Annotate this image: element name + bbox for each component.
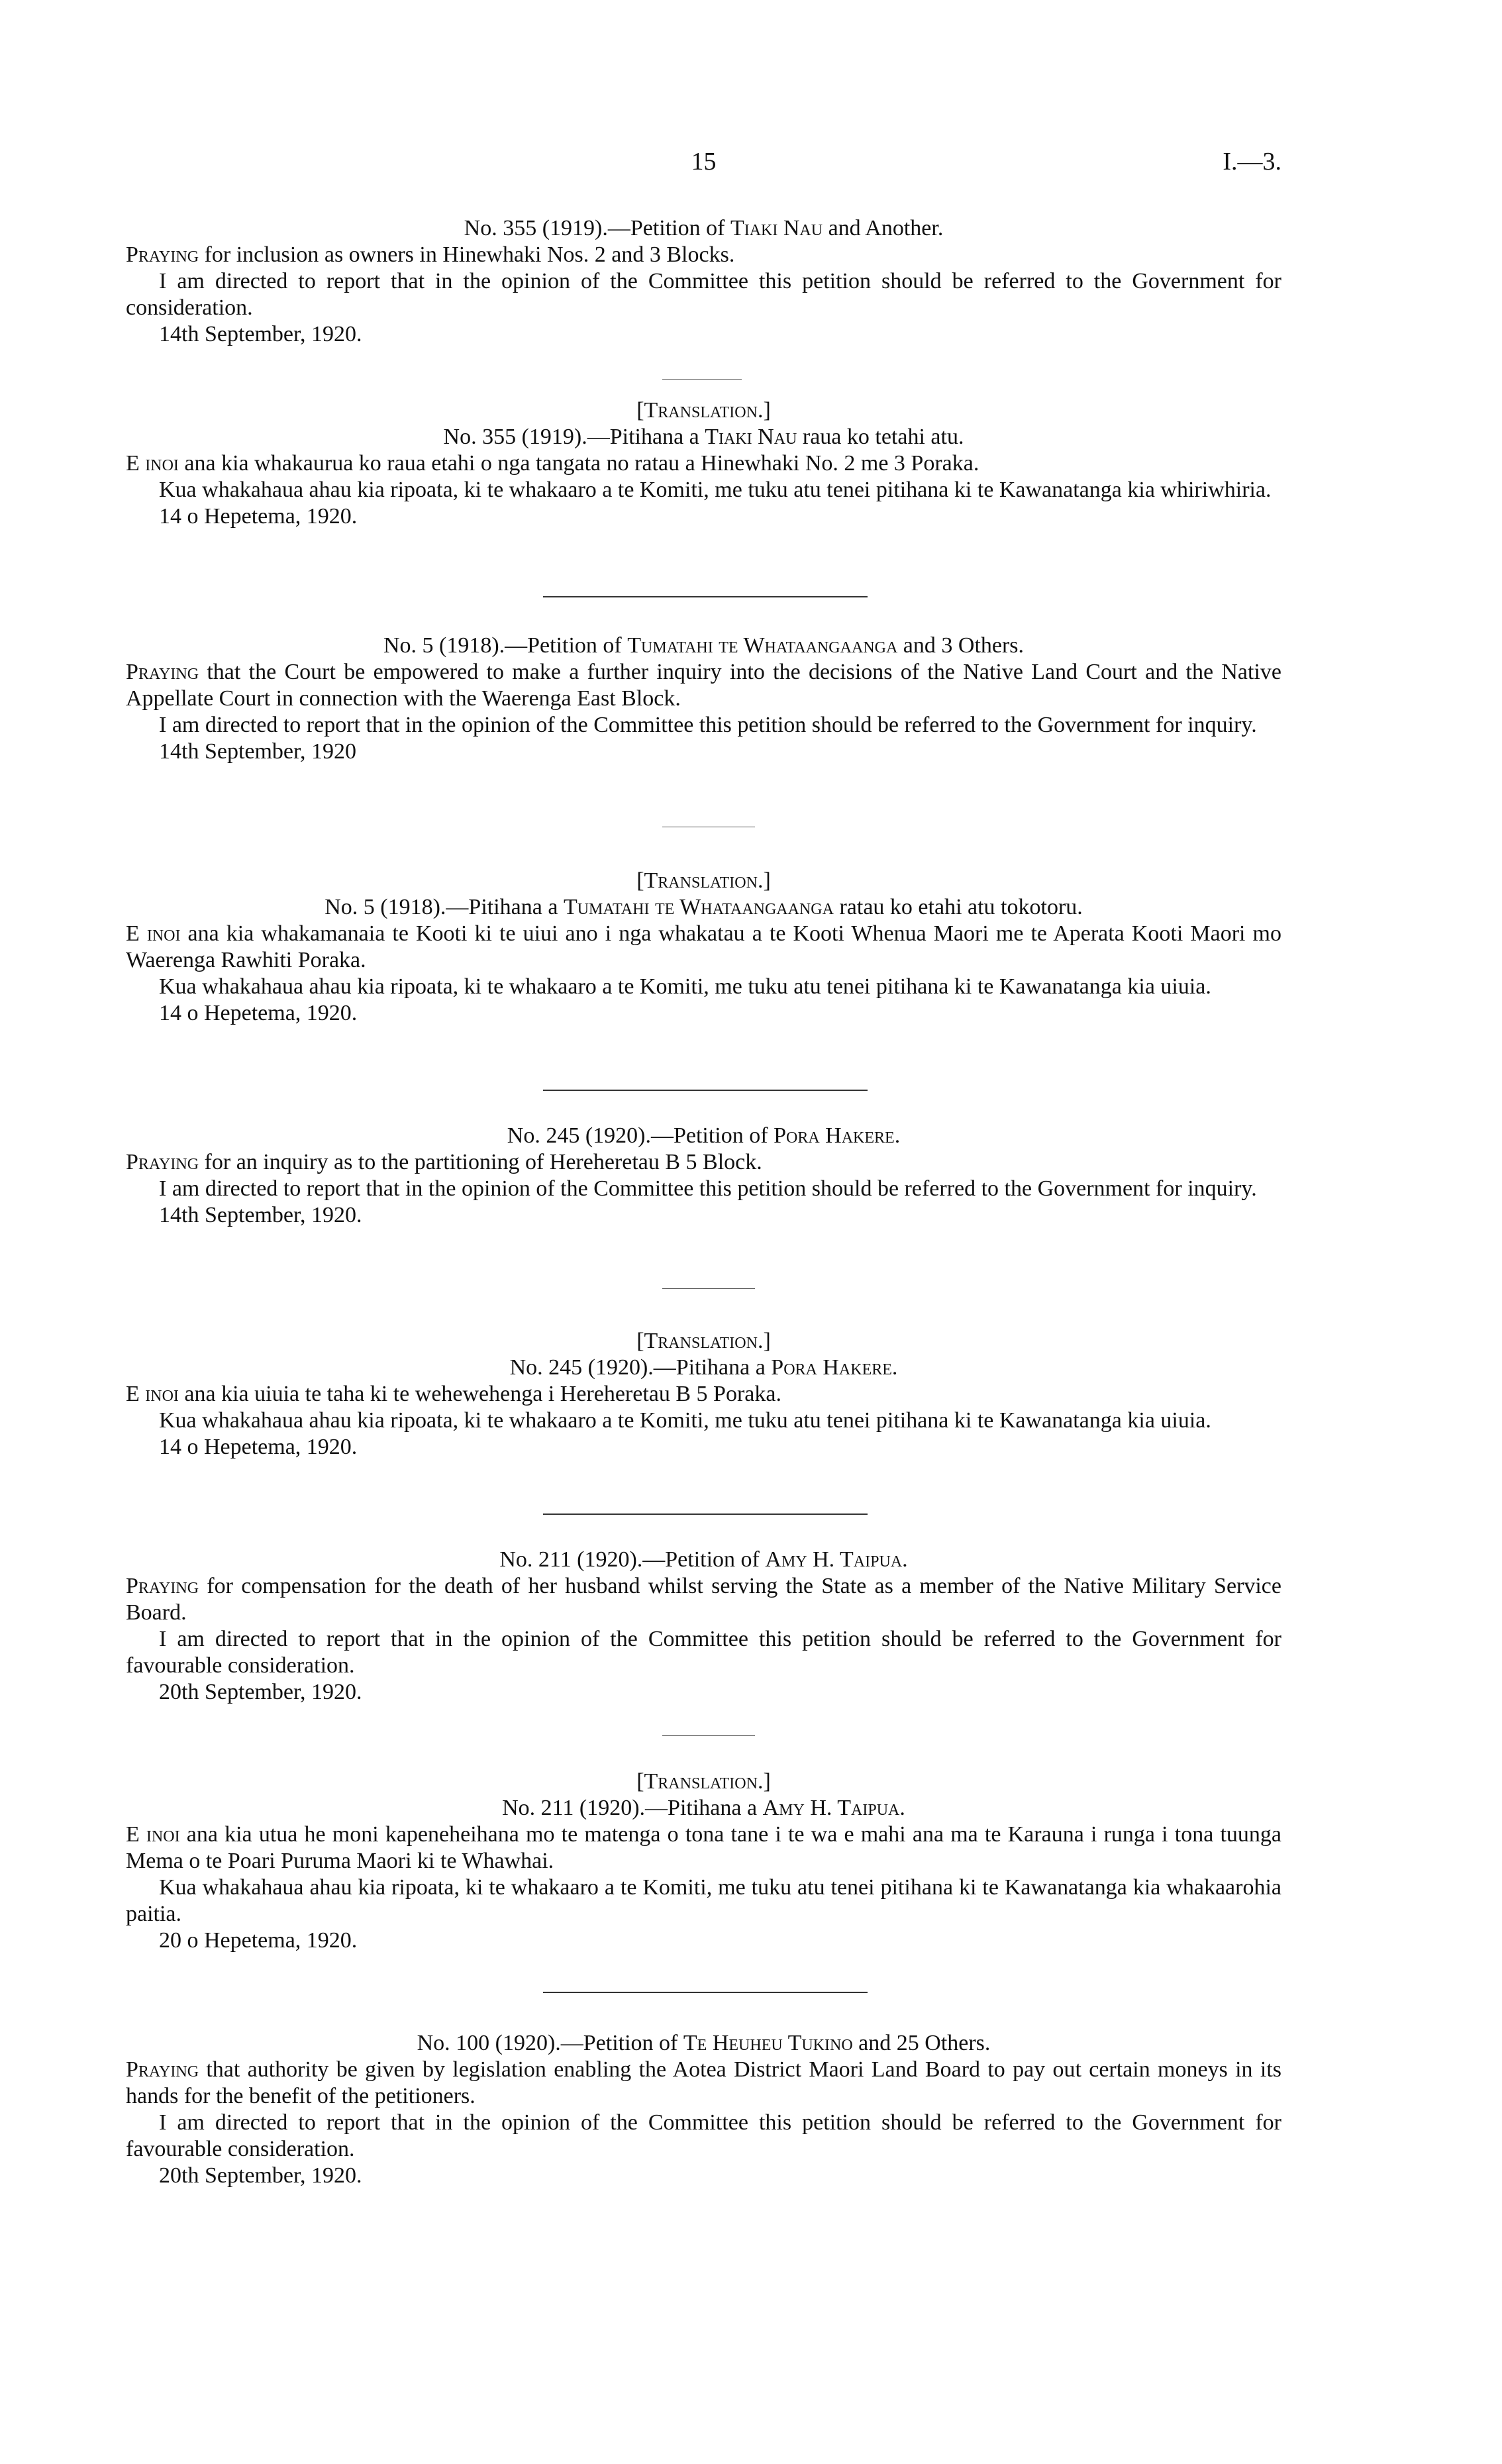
short-divider [662, 1288, 755, 1289]
praying-lead: Praying [126, 660, 199, 684]
petition-date: 14 o Hepetema, 1920. [159, 1435, 358, 1459]
title-suffix: . [899, 1796, 905, 1820]
page-header [126, 147, 1281, 187]
praying-text: for inclusion as owners in Hinewhaki Nos. 2 and 3 Blocks. [199, 242, 735, 267]
petition-date: 14th September, 1920 [159, 739, 356, 764]
petitioner-name: Pora Hakere [771, 1355, 892, 1380]
title-suffix: and 3 Others. [897, 633, 1025, 658]
title-prefix: No. 5 (1918).—Pitihana a [325, 895, 564, 919]
petition-entry [126, 215, 1281, 348]
petition-date: 14 o Hepetema, 1920. [159, 1001, 358, 1025]
document-page [126, 0, 1281, 2464]
praying-text: that authority be given by legislation enabling the Aotea District Maori Land Board to pay out certain moneys in its hands for the benefit of the petitioners. [126, 2057, 1281, 2108]
praying-lead: Praying [126, 1574, 199, 1598]
praying-lead: Praying [126, 2057, 199, 2082]
petition-title [126, 424, 1281, 450]
petitioner-name: Tumatahi te Whataangaanga [563, 895, 834, 919]
petition-date: 14th September, 1920. [159, 1203, 362, 1227]
translation-entry [126, 397, 1281, 530]
translation-entry [126, 1769, 1281, 1954]
praying-paragraph [126, 450, 1281, 477]
title-prefix: No. 245 (1920).—Petition of [507, 1123, 774, 1148]
petition-title [126, 894, 1281, 921]
title-suffix: ratau ko etahi atu tokotoru. [833, 895, 1083, 919]
petition-title [126, 633, 1281, 659]
praying-lead: E inoi [126, 1822, 180, 1847]
praying-text: ana kia uiuia te taha ki te wehewehenga i Hereheretau B 5 Poraka. [178, 1382, 781, 1406]
praying-paragraph [126, 1573, 1281, 1626]
praying-text: ana kia whakaurua ko raua etahi o nga tangata no ratau a Hinewhaki No. 2 me 3 Poraka. [178, 451, 979, 476]
title-prefix: No. 5 (1918).—Petition of [383, 633, 628, 658]
petitioner-name: Te Heuheu Tukino [683, 2031, 853, 2055]
title-prefix: No. 355 (1919).—Petition of [464, 216, 730, 240]
petitioner-name: Amy H. Taipua [762, 1796, 900, 1820]
title-suffix: . [894, 1123, 901, 1148]
petition-date: 20th September, 1920. [159, 1680, 362, 1704]
report-paragraph: I am directed to report that in the opinion of the Committee this petition should be referred to the Government for consideration. [126, 269, 1281, 320]
title-prefix: No. 211 (1920).—Pitihana a [502, 1796, 763, 1820]
petition-title [126, 215, 1281, 242]
petitioner-name: Amy H. Taipua [765, 1547, 903, 1572]
praying-text: ana kia utua he moni kapeneheihana mo te matenga o tona tane i te wa e mahi ana ma te Karauna i runga i tona tuunga Mema o te Poari Puruma Maori ki te Whawhai. [126, 1822, 1282, 1873]
report-paragraph: Kua whakahaua ahau kia ripoata, ki te whakaaro a te Komiti, me tuku atu tenei pitihana ki te Kawanatanga kia whiriwhiria. [159, 478, 1272, 502]
praying-lead: Praying [126, 242, 199, 267]
translation-entry [126, 868, 1281, 1027]
praying-paragraph [126, 2057, 1281, 2110]
translation-label: [Translation.] [636, 1329, 771, 1353]
section-divider [543, 1090, 868, 1091]
report-paragraph: Kua whakahaua ahau kia ripoata, ki te whakaaro a te Komiti, me tuku atu tenei pitihana ki te Kawanatanga kia uiuia. [159, 1408, 1211, 1433]
title-prefix: No. 245 (1920).—Pitihana a [509, 1355, 772, 1380]
petition-date: 14 o Hepetema, 1920. [159, 504, 358, 529]
section-divider [543, 1992, 868, 1993]
petitioner-name: Tiaki Nau [730, 216, 823, 240]
praying-text: that the Court be empowered to make a further inquiry into the decisions of the Native Land Court and the Native Appellate Court in connection with the Waerenga East Block. [126, 660, 1281, 711]
praying-paragraph [126, 1149, 1281, 1176]
praying-paragraph [126, 659, 1281, 712]
praying-text: for compensation for the death of her husband whilst serving the State as a member of the Native Military Service Board. [126, 1574, 1281, 1625]
title-suffix: and Another. [823, 216, 944, 240]
title-suffix: . [902, 1547, 908, 1572]
praying-paragraph [126, 921, 1281, 974]
petition-title [126, 1355, 1281, 1381]
praying-text: for an inquiry as to the partitioning of Hereheretau B 5 Block. [199, 1150, 762, 1174]
petition-title [126, 1547, 1281, 1573]
praying-lead: E inoi [126, 451, 179, 476]
petition-entry [126, 1547, 1281, 1706]
petition-date: 14th September, 1920. [159, 322, 362, 346]
title-prefix: No. 100 (1920).—Petition of [417, 2031, 683, 2055]
petitioner-name: Tumatahi te Whataangaanga [627, 633, 898, 658]
section-divider [543, 1514, 868, 1515]
translation-label: [Translation.] [636, 868, 771, 893]
page-number: 15 [691, 148, 717, 176]
title-suffix: raua ko tetahi atu. [797, 425, 964, 449]
petition-date: 20th September, 1920. [159, 2163, 362, 2188]
title-suffix: . [891, 1355, 898, 1380]
petitioner-name: Tiaki Nau [705, 425, 797, 449]
petition-entry [126, 633, 1281, 765]
report-paragraph: I am directed to report that in the opinion of the Committee this petition should be referred to the Government for favourable consideration. [126, 1627, 1281, 1678]
praying-paragraph [126, 1822, 1281, 1874]
section-divider [543, 596, 868, 597]
petition-title [126, 1795, 1281, 1822]
petition-title [126, 1123, 1281, 1149]
translation-label: [Translation.] [636, 1769, 771, 1794]
petitioner-name: Pora Hakere [774, 1123, 895, 1148]
petition-title [126, 2030, 1281, 2057]
translation-label: [Translation.] [636, 398, 771, 423]
praying-lead: Praying [126, 1150, 199, 1174]
title-suffix: and 25 Others. [852, 2031, 991, 2055]
title-prefix: No. 211 (1920).—Petition of [499, 1547, 766, 1572]
praying-lead: E inoi [126, 1382, 179, 1406]
title-prefix: No. 355 (1919).—Pitihana a [443, 425, 705, 449]
translation-entry [126, 1328, 1281, 1461]
praying-paragraph [126, 242, 1281, 268]
praying-text: ana kia whakamanaia te Kooti ki te uiui ano i nga whakatau a te Kooti Whenua Maori me te Aperata Kooti Maori mo Waerenga Rawhiti Poraka. [126, 921, 1281, 972]
document-reference: I.—3. [1223, 148, 1281, 176]
report-paragraph: I am directed to report that in the opinion of the Committee this petition should be referred to the Government for inquiry. [159, 1176, 1257, 1201]
report-paragraph: Kua whakahaua ahau kia ripoata, ki te whakaaro a te Komiti, me tuku atu tenei pitihana ki te Kawanatanga kia uiuia. [159, 974, 1211, 999]
report-paragraph: Kua whakahaua ahau kia ripoata, ki te whakaaro a te Komiti, me tuku atu tenei pitihana ki te Kawanatanga kia whakaarohia paitia. [126, 1875, 1281, 1926]
petition-entry [126, 1123, 1281, 1229]
short-divider [662, 379, 742, 380]
petition-entry [126, 2030, 1281, 2189]
praying-paragraph [126, 1381, 1281, 1408]
petition-date: 20 o Hepetema, 1920. [159, 1928, 358, 1953]
short-divider [662, 1735, 755, 1736]
report-paragraph: I am directed to report that in the opinion of the Committee this petition should be referred to the Government for favourable consideration. [126, 2110, 1281, 2161]
report-paragraph: I am directed to report that in the opinion of the Committee this petition should be referred to the Government for inquiry. [159, 713, 1257, 737]
praying-lead: E inoi [126, 921, 181, 946]
